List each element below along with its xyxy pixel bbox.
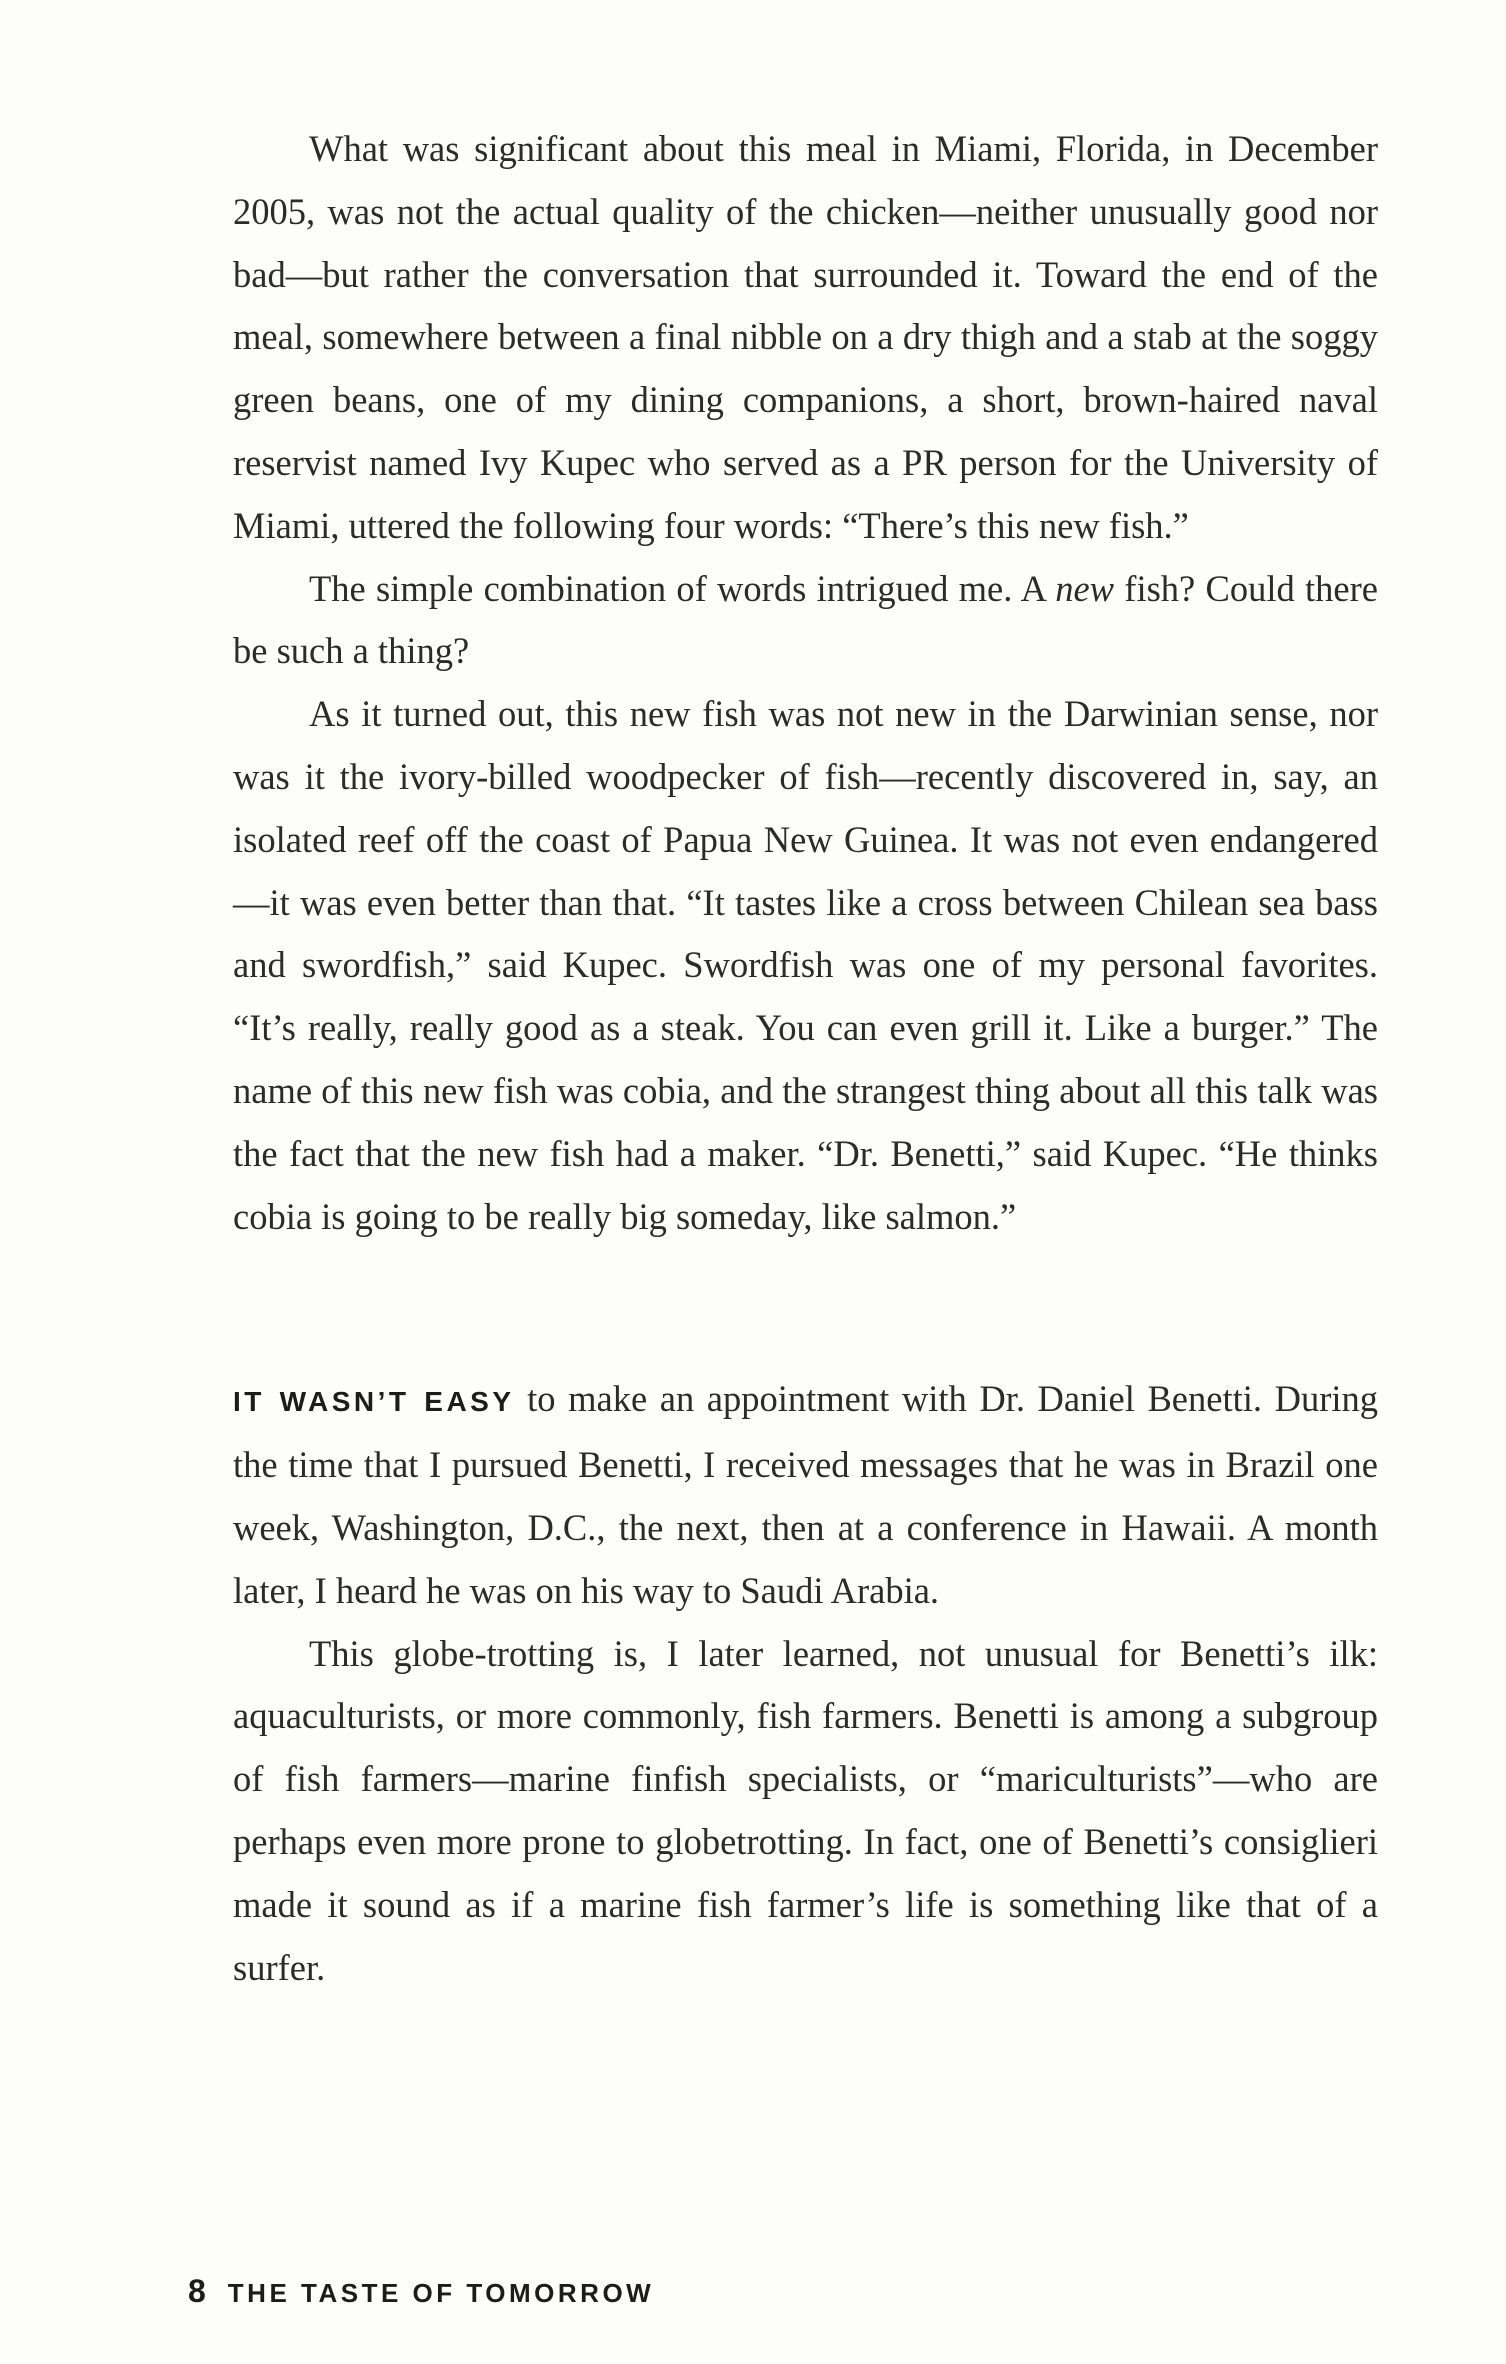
section-lead-in: IT WASN’T EASY [233, 1386, 515, 1418]
paragraph-5: This globe-trotting is, I later learned, not unusual for Benetti’s ilk: aquaculturists, or more commonly, fish farmers. Benetti is among a subgroup of fish farmers—marine finfish specialists, or “mariculturists”—who are perhaps even more prone to globetrotting. In fact, one of Benetti’s consiglieri made it sound as if a marine fish farmer’s life is something like that of a surfer. [233, 1632, 1378, 1988]
paragraph-3: As it turned out, this new fish was not new in the Darwinian sense, nor was it the ivory-billed woodpecker of fish—recently discovered in, say, an isolated reef off the coast of Papua New Guinea. It was not even endangered—it was even better than that. “It tastes like a cross between Chilean sea bass and swordfish,” said Kupec. Swordfish was one of my personal favorites. “It’s really, really good as a steak. You can even grill it. Like a burger.” The name of this new fish was cobia, and the strangest thing about all this talk was the fact that the new fish had a maker. “Dr. Benetti,” said Kupec. “He thinks cobia is going to be really big someday, like salmon.” [233, 693, 1378, 1237]
running-title: THE TASTE OF TOMORROW [227, 2278, 655, 2308]
paragraph-1: What was significant about this meal in Miami, Florida, in December 2005, was not the actual quality of the chicken—neither unusually good nor bad—but rather the conversation that surrounded it. Toward the end of the meal, somewhere between a final nibble on a dry thigh and a stab at the soggy green beans, one of my dining companions, a short, brown-haired naval reservist named Ivy Kupec who served as a PR person for the University of Miami, uttered the following four words: “There’s this new fish.” [233, 128, 1378, 546]
emphasis-new: new [1055, 567, 1115, 609]
paragraph-2-start: The simple combination of words intrigued me. A [309, 567, 1056, 609]
page-number: 8 [188, 2273, 206, 2309]
paragraph-4-text: to make an appointment with Dr. Daniel Benetti. During the time that I pursued Benetti, I received messages that he was in Brazil one week, Washington, D.C., the next, then at a conference in Hawaii. A month later, I heard he was on his way to Saudi Arabia. [233, 1378, 1378, 1611]
paragraph-2-end: fish? Could there be such a thing? [233, 567, 1378, 672]
paragraph-4 [233, 1368, 1378, 1622]
paragraph-2 [233, 558, 1378, 684]
page-body [233, 118, 1378, 1999]
page-footer [188, 2273, 654, 2310]
